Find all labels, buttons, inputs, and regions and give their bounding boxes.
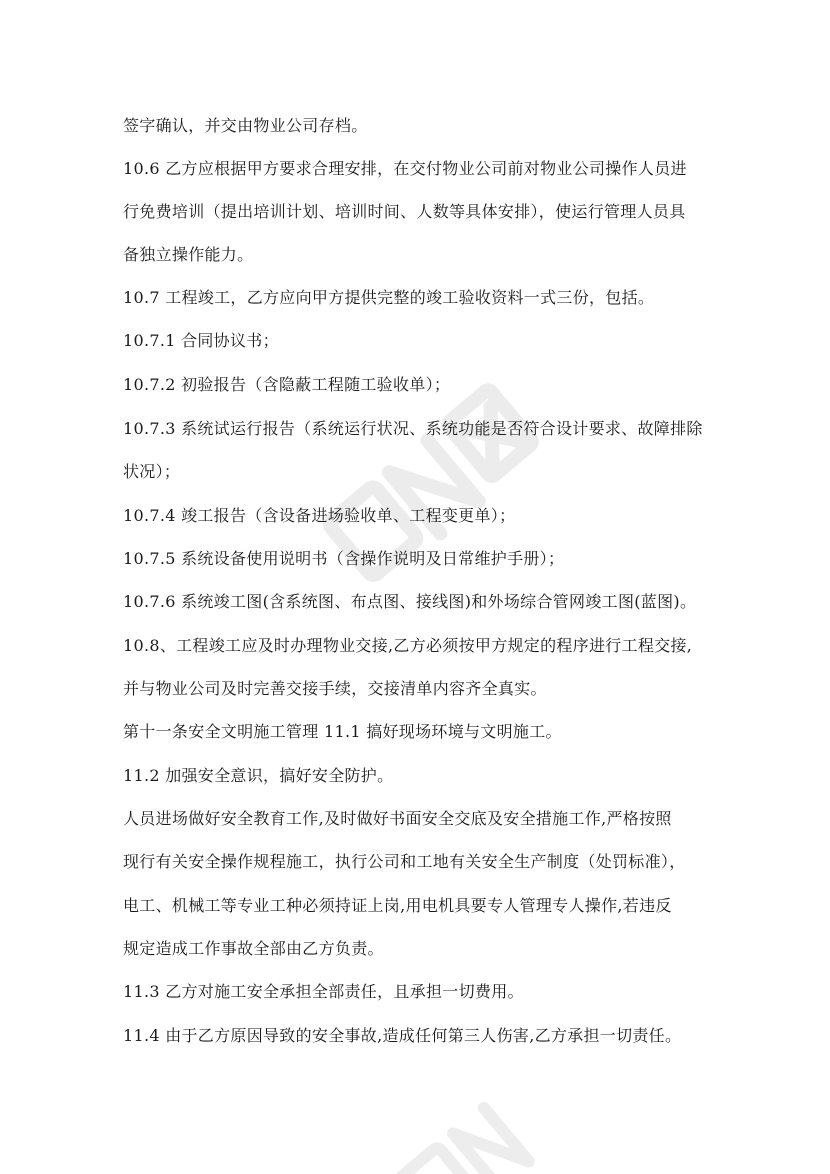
watermark-logo-bottom bbox=[380, 1050, 580, 1174]
text-line: 10.7.1 合同协议书； bbox=[123, 331, 279, 350]
text-line: 10.7 工程竣工，乙方应向甲方提供完整的竣工验收资料一式三份，包括。 bbox=[123, 288, 655, 307]
text-line: 10.8、工程竣工应及时办理物业交接,乙方必须按甲方规定的程序进行工程交接, bbox=[123, 636, 693, 655]
text-line: 第十一条安全文明施工管理 11.1 搞好现场环境与文明施工。 bbox=[123, 722, 562, 741]
text-line: 10.6 乙方应根据甲方要求合理安排，在交付物业公司前对物业公司操作人员进 bbox=[123, 159, 687, 178]
text-line: 11.3 乙方对施工安全承担全部责任，且承担一切费用。 bbox=[123, 982, 524, 1001]
text-line: 现行有关安全操作规程施工，执行公司和工地有关安全生产制度（处罚标准）， bbox=[123, 852, 686, 871]
text-line: 备独立操作能力。 bbox=[123, 245, 254, 264]
text-line: 10.7.3 系统试运行报告（系统运行状况、系统功能是否符合设计要求、故障排除 bbox=[123, 419, 703, 438]
text-line: 10.7.2 初验报告（含隐蔽工程随工验收单）； bbox=[123, 375, 451, 394]
text-line: 电工、机械工等专业工种必须持证上岗,用电机具要专人管理专人操作,若违反 bbox=[123, 896, 672, 915]
text-line: 状况）； bbox=[123, 462, 181, 481]
text-line: 并与物业公司及时完善交接手续，交接清单内容齐全真实。 bbox=[123, 679, 547, 698]
watermark-logo bbox=[300, 360, 560, 620]
text-line: 行免费培训（提出培训计划、培训时间、人数等具体安排），使运行管理人员具 bbox=[123, 202, 686, 221]
text-line: 人员进场做好安全教育工作,及时做好书面安全交底及安全措施工作,严格按照 bbox=[123, 809, 672, 828]
text-line: 10.7.6 系统竣工图(含系统图、布点图、接线图)和外场综合管网竣工图(蓝图)。 bbox=[123, 592, 697, 611]
text-line: 11.4 由于乙方原因导致的安全事故,造成任何第三人伤害,乙方承担一切责任。 bbox=[123, 1026, 682, 1045]
text-line: 规定造成工作事故全部由乙方负责。 bbox=[123, 939, 384, 958]
text-line: 10.7.5 系统设备使用说明书（含操作说明及日常维护手册）； bbox=[123, 549, 565, 568]
text-line: 10.7.4 竣工报告（含设备进场验收单、工程变更单）； bbox=[123, 506, 516, 525]
text-line: 签字确认，并交由物业公司存档。 bbox=[123, 116, 368, 135]
text-line: 11.2 加强安全意识，搞好安全防护。 bbox=[123, 766, 394, 785]
